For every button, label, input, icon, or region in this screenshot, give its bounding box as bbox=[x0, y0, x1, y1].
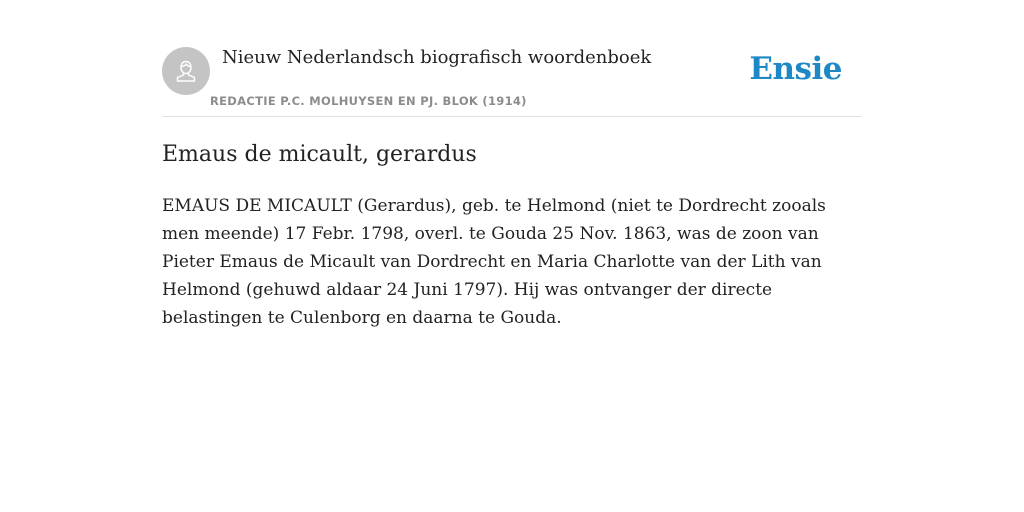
entry-title: Emaus de micault, gerardus bbox=[162, 142, 477, 167]
brand-logo[interactable]: Ensie bbox=[749, 51, 842, 87]
entry-body: EMAUS DE MICAULT (Gerardus), geb. te Helmond (niet te Dordrecht zooals men meende) 17 Febr. 1798, overl. te Gouda 25 Nov. 1863, was de zoon van Pieter Emaus de Micault van Dordrecht en Maria Charlotte van der Lith van Helmond (gehuwd aldaar 24 Juni 1797). Hij was ontvanger der directe belastingen te Culenborg en daarna te Gouda. bbox=[162, 196, 826, 328]
source-header bbox=[162, 0, 862, 117]
user-icon bbox=[172, 57, 200, 85]
source-editors: REDACTIE P.C. MOLHUYSEN EN PJ. BLOK (1914) bbox=[210, 94, 527, 108]
source-title[interactable]: Nieuw Nederlandsch biografisch woordenboek bbox=[222, 47, 652, 68]
avatar[interactable] bbox=[162, 47, 210, 95]
